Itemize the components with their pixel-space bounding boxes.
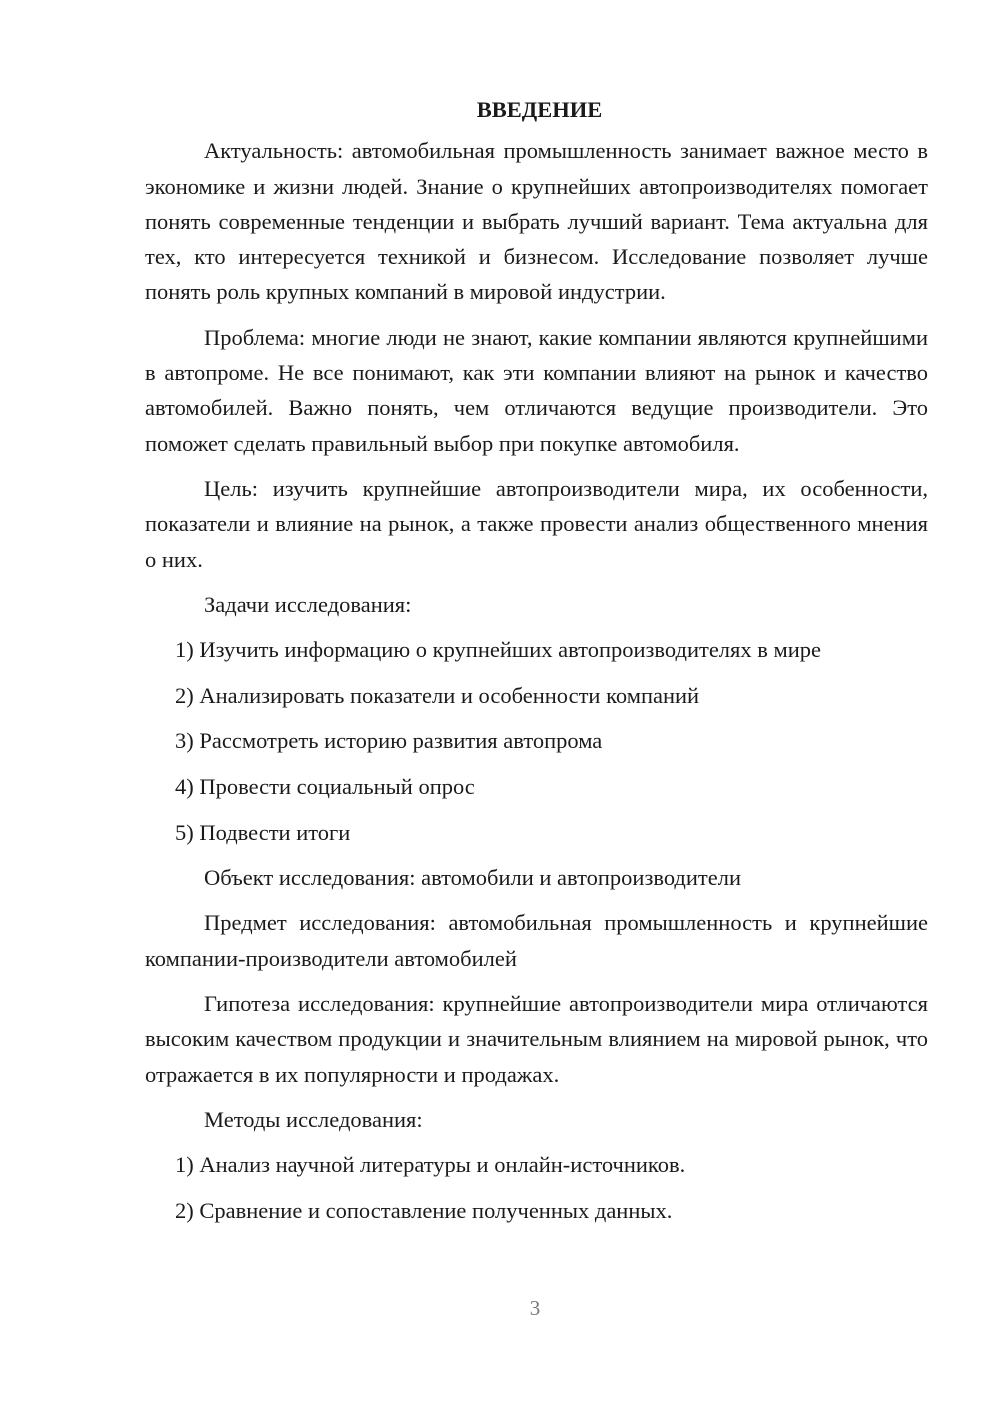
goal-paragraph: Цель: изучить крупнейшие автопроизводители мира, их особенности, показатели и влияние на рынок, а также провести анализ общественного мнения о них. [145, 475, 928, 572]
method-item: 1) Анализ научной литературы и онлайн-источников. [175, 1152, 686, 1178]
problem-paragraph: Проблема: многие люди не знают, какие компании являются крупнейшими в автопроме. Не все понимают, как эти компании влияют на рынок и качество автомобилей. Важно понять, чем отличаются ведущие производители. Это поможет сделать правильный выбор при покупке автомобиля. [145, 324, 928, 456]
task-item: 4) Провести социальный опрос [175, 773, 475, 799]
task-item: 5) Подвести итоги [175, 819, 351, 845]
task-item: 2) Анализировать показатели и особенности компаний [175, 682, 700, 708]
object-line: Объект исследования: автомобили и автопроизводители [204, 865, 742, 891]
methods-heading: Методы исследования: [204, 1106, 423, 1132]
section-title: ВВЕДЕНИЕ [476, 97, 603, 122]
tasks-heading: Задачи исследования: [204, 591, 412, 617]
task-item: 1) Изучить информацию о крупнейших автопроизводителях в мире [175, 637, 822, 663]
relevance-paragraph: Актуальность: автомобильная промышленность занимает важное место в экономике и жизни людей. Знание о крупнейших автопроизводителях помогает понять современные тенденции и выбрать лучший вариант. Тема актуальна для тех, кто интересуется техникой и бизнесом. Исследование позволяет лучше понять роль крупных компаний в мировой индустрии. [145, 138, 928, 305]
page-number: 3 [529, 1296, 541, 1320]
task-item: 3) Рассмотреть историю развития автопрома [175, 728, 603, 754]
subject-paragraph: Предмет исследования: автомобильная промышленность и крупнейшие компании-производители автомобилей [145, 910, 928, 971]
method-item: 2) Сравнение и сопоставление полученных данных. [175, 1197, 673, 1223]
page-content [145, 92, 928, 1238]
hypothesis-paragraph: Гипотеза исследования: крупнейшие автопроизводители мира отличаются высоким качеством продукции и значительным влиянием на мировой рынок, что отражается в их популярности и продажах. [145, 991, 928, 1087]
